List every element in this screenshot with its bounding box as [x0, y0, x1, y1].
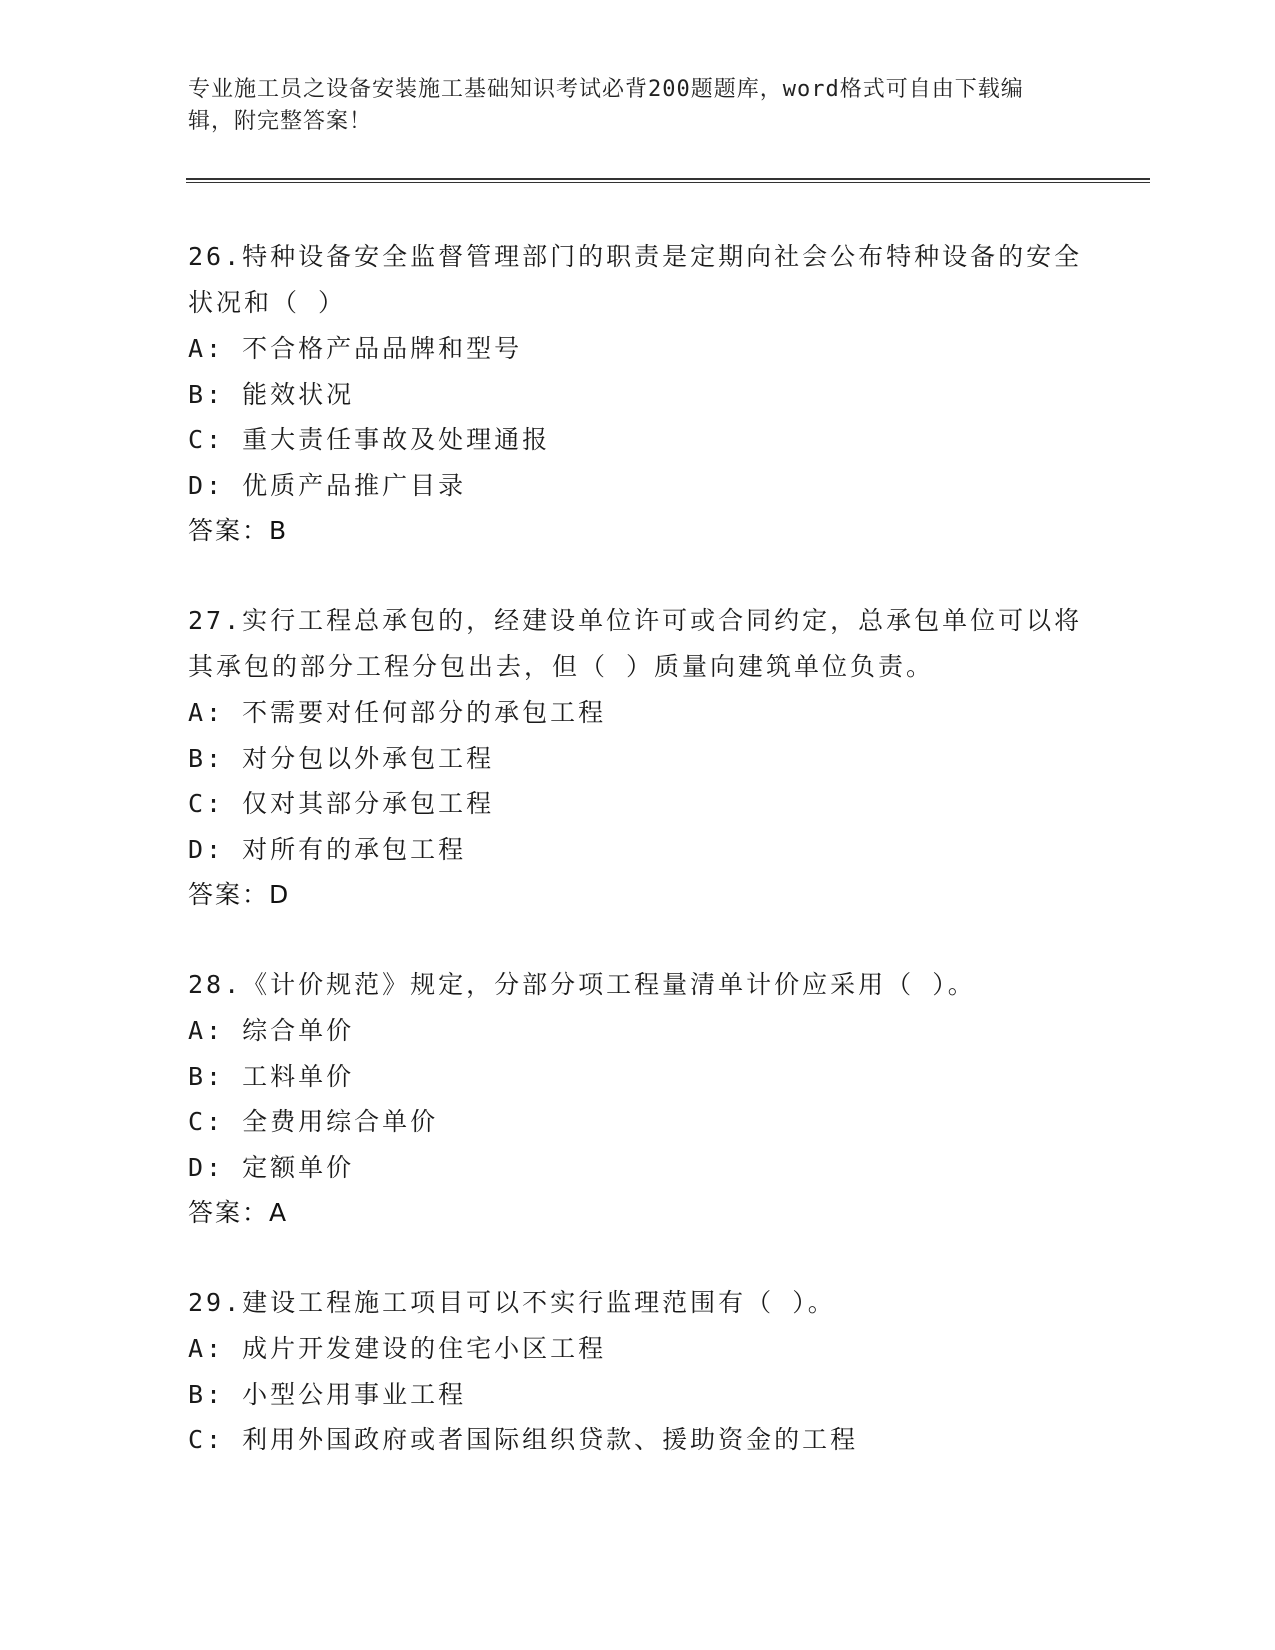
question-27 [188, 598, 1088, 918]
document-header: 专业施工员之设备安装施工基础知识考试必背200题题库，word格式可自由下载编辑，附完整答案！ [188, 77, 1024, 134]
option-a: A: 成片开发建设的住宅小区工程 [188, 1334, 607, 1363]
question-26 [188, 234, 1088, 554]
option-b: B: 能效状况 [188, 379, 355, 409]
option-b: B: 对分包以外承包工程 [188, 743, 495, 773]
answer: 答案：D [188, 880, 291, 909]
question-stem: 27.实行工程总承包的，经建设单位许可或合同约定，总承包单位可以将其承包的部分工程分包出去，但（ ）质量向建筑单位负责。 [188, 606, 1083, 681]
question-list [188, 234, 1088, 1507]
answer: 答案：B [188, 516, 289, 545]
option-a: A: 综合单价 [188, 1016, 355, 1045]
option-c: C: 利用外国政府或者国际组织贷款、援助资金的工程 [188, 1425, 859, 1454]
question-stem: 28.《计价规范》规定，分部分项工程量清单计价应采用（ ）。 [188, 970, 976, 999]
option-c: C: 仅对其部分承包工程 [188, 789, 495, 818]
option-a: A: 不需要对任何部分的承包工程 [188, 698, 607, 727]
option-d: D: 优质产品推广目录 [188, 470, 467, 500]
option-c: C: 重大责任事故及处理通报 [188, 425, 551, 454]
option-a: A: 不合格产品品牌和型号 [188, 334, 523, 363]
question-stem: 29.建设工程施工项目可以不实行监理范围有（ ）。 [188, 1288, 836, 1317]
question-stem: 26.特种设备安全监督管理部门的职责是定期向社会公布特种设备的安全状况和（ ） [188, 242, 1083, 317]
option-d: D: 对所有的承包工程 [188, 834, 467, 864]
option-c: C: 全费用综合单价 [188, 1107, 439, 1136]
question-29 [188, 1280, 1088, 1463]
option-b: B: 小型公用事业工程 [188, 1379, 467, 1409]
option-d: D: 定额单价 [188, 1152, 355, 1182]
option-b: B: 工料单价 [188, 1061, 355, 1091]
header-divider [186, 178, 1150, 183]
question-28 [188, 962, 1088, 1236]
answer: 答案：A [188, 1198, 289, 1227]
